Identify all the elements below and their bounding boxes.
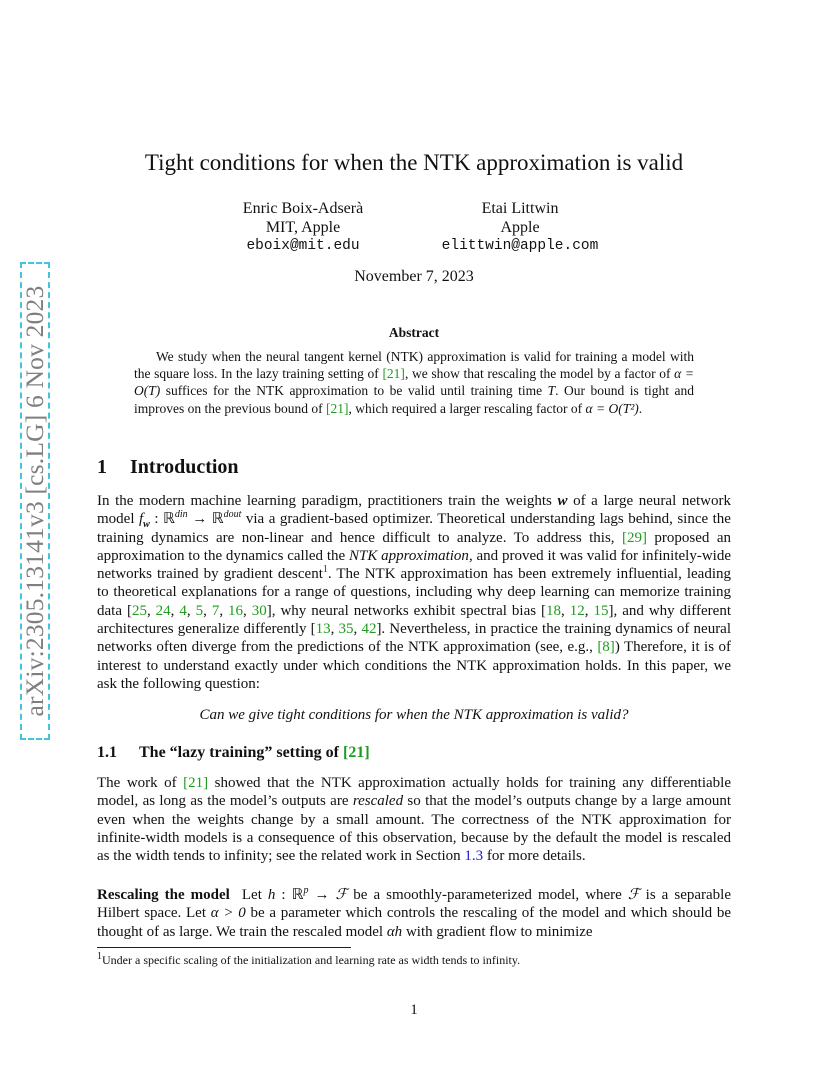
citation-link[interactable]: [21] bbox=[325, 400, 349, 416]
citation-link[interactable]: 42 bbox=[361, 621, 377, 638]
math-inline: α = O(T²) bbox=[585, 400, 639, 416]
body-text: be a smoothly-parameterized model, where bbox=[347, 887, 628, 903]
emphasis: NTK approximation bbox=[348, 547, 469, 564]
citation-link[interactable]: 30 bbox=[251, 602, 267, 619]
body-text: Let bbox=[229, 887, 268, 903]
separator: , bbox=[584, 602, 594, 619]
body-text: : ℝ bbox=[149, 511, 175, 528]
math-superscript: din bbox=[174, 509, 188, 521]
math-superscript: p bbox=[303, 885, 309, 896]
subsection-number: 1.1 bbox=[97, 744, 117, 761]
separator: , bbox=[203, 602, 212, 619]
body-text: ) Therefore, it is of interest to understand exactly under which conditions the NTK approximation holds. In this paper, we ask the following question: bbox=[97, 639, 731, 692]
citation-link[interactable]: [21] bbox=[183, 775, 209, 791]
rescaling-paragraph bbox=[97, 886, 731, 941]
math-symbol: f bbox=[139, 511, 144, 528]
subsection-title: The “lazy training” setting of bbox=[139, 744, 343, 761]
body-text: for more details. bbox=[483, 848, 586, 865]
body-text: so that the model’s outputs change by a large amount even when the weights change by a small amount. The correctness of the NTK approximation for infinite-width models is a consequence of this observation, because by the default the model is rescaled as the width tends to infinity; see the related work in Section bbox=[97, 793, 731, 865]
abstract-body bbox=[134, 348, 694, 417]
citation-link[interactable]: [21] bbox=[343, 744, 370, 761]
author-1 bbox=[218, 199, 388, 256]
paragraph-heading: Rescaling the model bbox=[97, 887, 230, 903]
citation-link[interactable]: 24 bbox=[155, 602, 171, 619]
author-email[interactable]: elittwin@apple.com bbox=[441, 238, 599, 254]
body-text: : ℝ bbox=[275, 887, 304, 903]
arxiv-stamp: arXiv:2305.13141v3 [cs.LG] 6 Nov 2023 bbox=[20, 285, 49, 717]
math-superscript: dout bbox=[223, 509, 242, 521]
body-text: The work of bbox=[97, 775, 184, 791]
footnote-number: 1 bbox=[97, 951, 102, 962]
body-text: of a large neural network model bbox=[97, 493, 731, 528]
citation-link[interactable]: [29] bbox=[621, 529, 647, 546]
body-text: , and proved it was valid for infinitely-wide networks trained by gradient descent bbox=[97, 547, 731, 583]
math-inline: w bbox=[557, 493, 568, 509]
citation-link[interactable]: 13 bbox=[315, 621, 331, 638]
citation-link[interactable]: 25 bbox=[131, 602, 147, 619]
abstract-text: , which required a larger rescaling factor of bbox=[348, 400, 586, 416]
citation-link[interactable]: 7 bbox=[211, 602, 220, 619]
footnote bbox=[97, 953, 731, 968]
section-number: 1 bbox=[97, 456, 107, 478]
section-heading bbox=[97, 456, 239, 479]
math-inline: T bbox=[547, 383, 556, 399]
body-text: ], and why different architectures generalize differently [ bbox=[97, 602, 731, 638]
citation-link[interactable]: 5 bbox=[195, 602, 204, 619]
author-affiliation: MIT, Apple bbox=[265, 219, 341, 236]
abstract-text: We study when the neural tangent kernel (NTK) approximation is valid for training a model with the square loss. In the lazy training setting of bbox=[134, 349, 694, 382]
emphasis: rescaled bbox=[352, 793, 404, 810]
section-reference-link[interactable]: 1.3 bbox=[464, 848, 484, 865]
paper-date: November 7, 2023 bbox=[354, 268, 474, 285]
citation-link[interactable]: [21] bbox=[382, 366, 405, 382]
math-inline: α > 0 bbox=[210, 905, 246, 922]
citation-link[interactable]: 18 bbox=[546, 602, 562, 619]
intro-paragraph bbox=[97, 492, 731, 693]
separator: , bbox=[170, 602, 180, 619]
math-inline: ℱ bbox=[627, 887, 640, 903]
body-text: ]. Nevertheless, in practice the training dynamics of neural networks often diverge from the predictions of the NTK approximation (see, e.g., bbox=[97, 621, 732, 656]
separator: , bbox=[186, 602, 196, 619]
author-email[interactable]: eboix@mit.edu bbox=[246, 238, 360, 254]
citation-link[interactable]: 15 bbox=[593, 602, 609, 619]
abstract-text: , we show that rescaling the model by a factor of bbox=[404, 366, 675, 382]
lazy-training-paragraph bbox=[97, 774, 731, 865]
separator: , bbox=[219, 602, 229, 619]
body-text: → ℝ bbox=[187, 511, 224, 528]
citation-link[interactable]: 16 bbox=[228, 602, 244, 619]
abstract-text: suffices for the NTK approximation to be valid until training time bbox=[160, 383, 548, 399]
body-text: with gradient flow to minimize bbox=[402, 923, 593, 940]
math-inline: ℱ bbox=[335, 887, 348, 903]
separator: , bbox=[146, 602, 156, 619]
math-inline bbox=[139, 511, 150, 531]
separator: , bbox=[561, 602, 570, 619]
body-text: is a separable Hilbert space. Let bbox=[97, 887, 731, 922]
author-affiliation: Apple bbox=[500, 219, 540, 236]
math-subscript: w bbox=[143, 519, 150, 531]
author-2 bbox=[415, 199, 625, 256]
body-text: proposed an approximation to the dynamics called the bbox=[97, 529, 731, 564]
math-inline: h bbox=[267, 887, 276, 903]
math-inline: α = O(T) bbox=[134, 366, 694, 399]
author-name: Etai Littwin bbox=[481, 200, 559, 217]
page-number: 1 bbox=[410, 1002, 418, 1018]
subsection-heading bbox=[97, 744, 370, 762]
body-text: ], why neural networks exhibit spectral bias [ bbox=[266, 602, 547, 619]
body-text: showed that the NTK approximation actually holds for training any differentiable model, as long as the model’s outputs are bbox=[97, 775, 731, 810]
separator: , bbox=[353, 621, 362, 638]
body-text: be a parameter which controls the rescaling of the model and which should be thought of as large. We train the rescaled model bbox=[97, 905, 731, 940]
author-name: Enric Boix-Adserà bbox=[242, 200, 364, 217]
citation-link[interactable]: 12 bbox=[569, 602, 585, 619]
separator: , bbox=[330, 621, 339, 638]
abstract-heading: Abstract bbox=[388, 325, 440, 340]
footnote-rule bbox=[97, 947, 351, 948]
research-question: Can we give tight conditions for when the NTK approximation is valid? bbox=[199, 707, 629, 723]
body-text: via a gradient-based optimizer. Theoretical understanding lags behind, since the training dynamics are non-linear and hence difficult to analyze. To address this, bbox=[97, 511, 731, 546]
section-title: Introduction bbox=[130, 456, 239, 478]
footnote-text: Under a specific scaling of the initialization and learning rate as width tends to infinity. bbox=[102, 953, 521, 967]
abstract-text: . bbox=[638, 400, 643, 416]
body-text: In the modern machine learning paradigm, practitioners train the weights bbox=[97, 493, 558, 509]
paper-title: Tight conditions for when the NTK approximation is valid bbox=[144, 150, 684, 175]
citation-link[interactable]: 4 bbox=[179, 602, 187, 619]
body-text: . The NTK approximation has been extremely influential, leading to theoretical explanations for a range of questions, including why deep learning can memorize training data [ bbox=[97, 566, 731, 619]
separator: , bbox=[243, 602, 252, 619]
footnote-mark[interactable]: 1 bbox=[322, 564, 328, 576]
math-inline: αh bbox=[386, 923, 403, 940]
body-text: → bbox=[308, 887, 336, 903]
citation-link[interactable]: 35 bbox=[338, 621, 354, 638]
citation-link[interactable]: [8] bbox=[597, 639, 615, 656]
abstract-text: . Our bound is tight and improves on the previous bound of bbox=[134, 383, 694, 416]
